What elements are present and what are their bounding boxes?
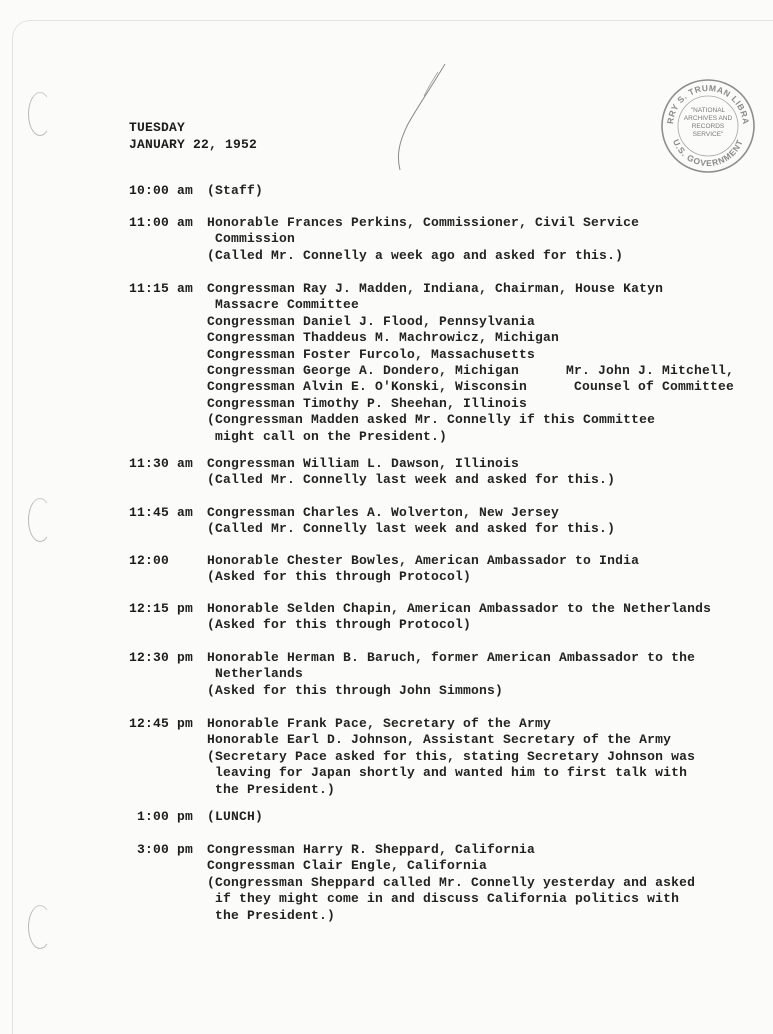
entry-line: Congressman George A. Dondero, Michigan [207,363,520,378]
entry-line: (Called Mr. Connelly a week ago and asked for this.) [207,247,624,263]
entry-line: (Asked for this through Protocol) [207,569,472,585]
entry-time: 12:45 pm [129,716,194,731]
entry-time: 12:00 [129,553,170,568]
entry-line: the President.) [207,907,336,923]
punch-hole-middle [28,498,52,542]
entry-line: Congressman Daniel J. Flood, Pennsylvania [207,313,536,329]
entry-line: (Asked for this through Protocol) [207,617,472,633]
entry-side-note: Mr. John J. Mitchell, [566,363,735,378]
entry-time: 3:00 pm [129,842,194,857]
entry-line: (Congressman Sheppard called Mr. Connelly yesterday and asked [207,874,696,890]
punch-hole-top [28,92,52,136]
entry-line: Congressman Clair Engle, California [207,858,488,874]
entry-time: 11:45 am [129,505,194,520]
entry-line: Honorable Selden Chapin, American Ambassador to the Netherlands [207,601,712,616]
entry-time: 11:30 am [129,456,194,471]
entry-line: leaving for Japan shortly and wanted him to first talk with [207,765,688,781]
entry-time: 10:00 am [129,183,194,198]
entry-time: 12:30 pm [129,650,194,665]
entry-line: if they might come in and discuss California politics with [207,891,680,907]
entry-line: Congressman Thaddeus M. Machrowicz, Michigan [207,330,560,346]
entry-line: (Congressman Madden asked Mr. Connelly if this Committee [207,412,656,428]
entry-line: Commission [207,231,296,247]
entry-line: Honorable Herman B. Baruch, former American Ambassador to the [207,650,696,665]
entry-line: might call on the President.) [207,428,448,444]
entry-line: Congressman Ray J. Madden, Indiana, Chairman, House Katyn [207,281,664,296]
archive-stamp [659,77,757,175]
entry-line: (Called Mr. Connelly last week and asked for this.) [207,521,616,537]
entry-line: (Staff) [207,183,264,198]
entry-line: Massacre Committee [207,297,360,313]
header-day: TUESDAY [129,120,186,135]
entry-side-note: Counsel of Committee [566,379,735,395]
pencil-stroke [390,58,450,178]
entry-line: (LUNCH) [207,809,264,824]
entry-line: (Asked for this through John Simmons) [207,682,504,698]
stamp-center-text: "NATIONAL ARCHIVES AND RECORDS SERVICE" [683,107,733,138]
header-date: JANUARY 22, 1952 [129,137,258,152]
punch-hole-bottom [28,905,52,949]
entry-line: Honorable Chester Bowles, American Ambassador to India [207,553,640,568]
entry-line: Congressman Timothy P. Sheehan, Illinois [207,395,528,411]
entry-line: Honorable Earl D. Johnson, Assistant Secretary of the Army [207,732,672,748]
entry-line: Honorable Frank Pace, Secretary of the Army [207,716,552,731]
entry-time: 12:15 pm [129,601,194,616]
entry-line: (Called Mr. Connelly last week and asked for this.) [207,472,616,488]
entry-line: Congressman William L. Dawson, Illinois [207,456,520,471]
entry-line: Congressman Foster Furcolo, Massachusetts [207,346,536,362]
entry-line: Netherlands [207,666,304,682]
entry-line: Congressman Harry R. Sheppard, California [207,842,536,857]
entry-line: (Secretary Pace asked for this, stating Secretary Johnson was [207,748,696,764]
entry-line: Congressman Alvin E. O'Konski, Wisconsin [207,379,528,395]
stamp-ring-bottom: U.S. GOVERNMENT [670,137,746,169]
stamp-ring-top: RRY S. TRUMAN LIBRA [664,82,752,126]
entry-line: the President.) [207,781,336,797]
entry-time: 11:00 am [129,215,194,230]
entry-time: 1:00 pm [129,809,194,824]
entry-line: Honorable Frances Perkins, Commissioner, Civil Service [207,215,640,230]
entry-time: 11:15 am [129,281,194,296]
entry-line: Congressman Charles A. Wolverton, New Jersey [207,505,560,520]
